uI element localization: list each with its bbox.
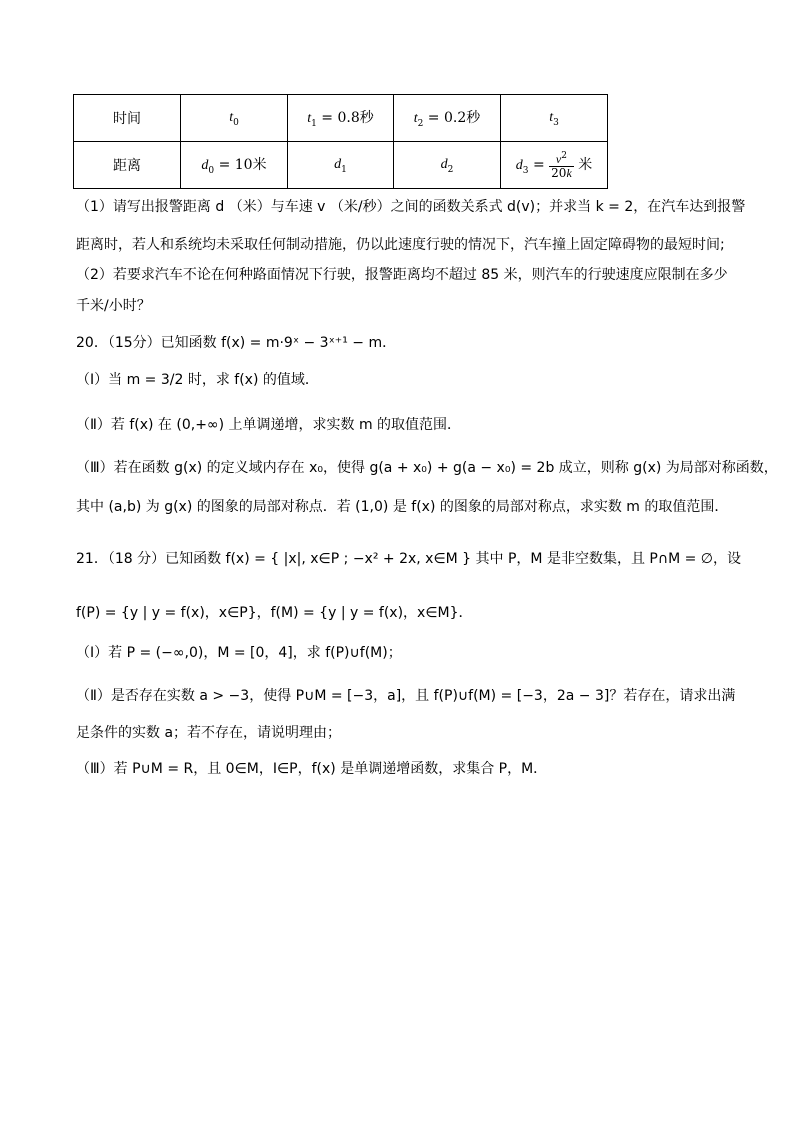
q21-part2-line1: （Ⅱ）是否存在实数 a > −3，使得 P∪M = [−3，a]，且 f(P)∪f(M) = [−3，2a − 3]？若存在，请求出满 — [76, 688, 736, 704]
q19-part2-line1: （2）若要求汽车不论在何种路面情况下行驶，报警距离均不超过 85 米，则汽车的行驶速度应限制在多少 — [76, 267, 728, 283]
q20-heading: 20．（15分）已知函数 f(x) = m·9ˣ − 3ˣ⁺¹ − m． — [76, 335, 397, 351]
q20-part1: （Ⅰ）当 m = 3/2 时，求 f(x) 的值域． — [76, 372, 319, 388]
q21-heading: 21．（18 分）已知函数 f(x) = { |x|, x∈P ; −x² + 2x, x∈M } 其中 P，M 是非空数集，且 P∩M = ∅，设 — [76, 551, 741, 567]
q19-part1-line2: 距离时，若人和系统均未采取任何制动措施，仍以此速度行驶的情况下，汽车撞上固定障碍物的最短时间; — [76, 237, 725, 253]
q21-set-definition: f(P) = {y | y = f(x)，x∈P}，f(M) = {y | y = f(x)，x∈M}． — [76, 605, 473, 621]
q20-part3-line1: （Ⅲ）若在函数 g(x) 的定义域内存在 x₀，使得 g(a + x₀) + g(a − x₀) = 2b 成立，则称 g(x) 为局部对称函数， — [76, 460, 778, 476]
cell-d2: $d_2$ — [394, 142, 501, 189]
cell-t0: $t_0$ — [181, 95, 288, 142]
q20-part2: （Ⅱ）若 f(x) 在 (0,+∞) 上单调递增，求实数 m 的取值范围． — [76, 417, 462, 433]
cell-d1: $d_1$ — [288, 142, 394, 189]
q19-part2-line2: 千米/小时？ — [76, 298, 151, 314]
cell-t3: $t_3$ — [501, 95, 608, 142]
cell-t1: $t_1 = 0.8$秒 — [288, 95, 394, 142]
cell-t2: $t_2 = 0.2$秒 — [394, 95, 501, 142]
q20-part3-line2: 其中 (a,b) 为 g(x) 的图象的局部对称点．若 (1,0) 是 f(x) 的图象的局部对称点，求实数 m 的取值范围． — [76, 499, 729, 515]
q19-part1-line1: （1）请写出报警距离 d （米）与车速 v （米/秒）之间的函数关系式 d(v)；并求当 k = 2，在汽车达到报警 — [76, 199, 746, 215]
time-distance-table — [73, 94, 608, 189]
table-row — [74, 95, 608, 142]
cell-d0: $d_0 = 10$米 — [181, 142, 288, 189]
row-label-distance: 距离 — [74, 142, 181, 189]
fraction-v2-over-20k: $\frac{v^2}{20k}$ — [551, 151, 572, 180]
q21-part2-line2: 足条件的实数 a；若不存在，请说明理由； — [76, 725, 342, 741]
row-label-time: 时间 — [74, 95, 181, 142]
cell-d3: $d_3$ = $\frac{v^2}{20k}$ 米 — [501, 142, 608, 189]
q21-part1: （Ⅰ）若 P = (−∞,0)，M = [0，4]，求 f(P)∪f(M)； — [76, 645, 402, 661]
table-row — [74, 142, 608, 189]
q21-part3: （Ⅲ）若 P∪M = R，且 0∈M，I∈P，f(x) 是单调递增函数，求集合 P，M． — [76, 761, 548, 777]
